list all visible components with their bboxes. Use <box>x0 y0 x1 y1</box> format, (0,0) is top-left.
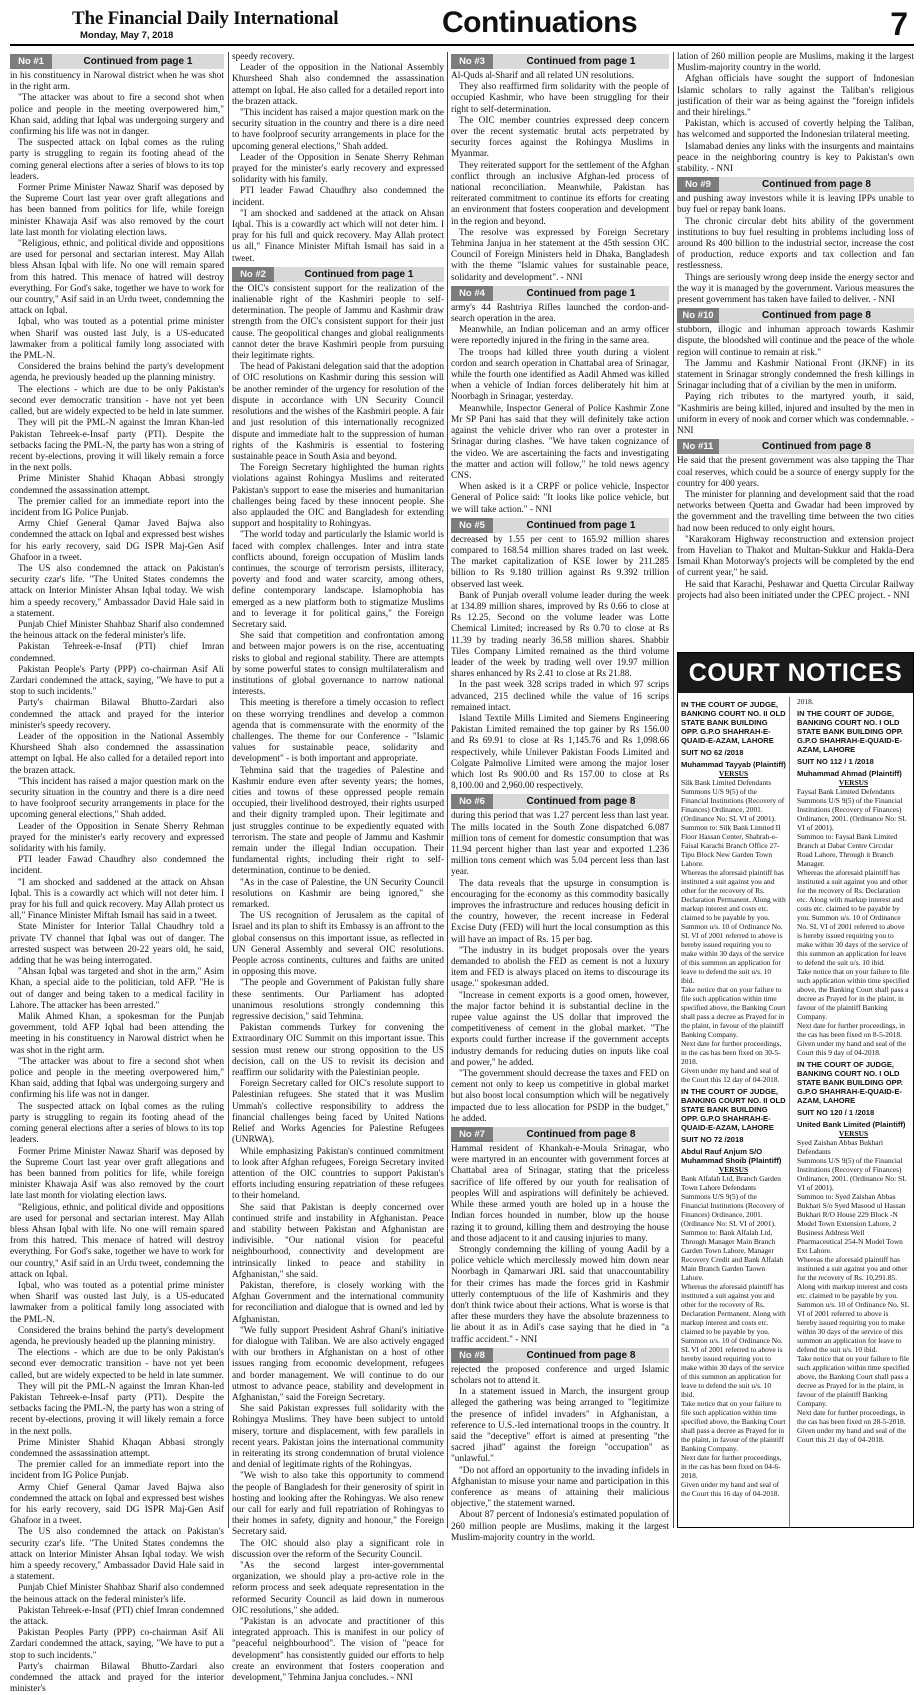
article-paragraph: "The people and Government of Pakistan fully share these sentiments. Our Parliament has adopted unanimous resolutions strongly condemning this regressive decision," said Tehmina. <box>232 978 444 1023</box>
article-paragraph: decreased by 1.55 per cent to 165.92 million shares compared to 168.54 million shares traded on last week. The market capitalization of KSE lower by 211.285 billion to Rs 9.180 trillion against Rs 9.392 trillion observed last week. <box>451 534 669 590</box>
article-paragraph: She said Pakistan expresses full solidarity with the Rohingya Muslims. They have been subject to untold misery, torture and displacement, with few parallels in recent years. Pakistan joins the international community in reiterating its strong condemnation of brutal violence and denial of legitimate rights of the Rohingyas. <box>232 1404 444 1471</box>
notice-text: Given under my hand and seal of the Court this 21 day of 04-2018. <box>797 1426 906 1444</box>
continuation-title: Continued from page 8 <box>526 796 636 808</box>
article-paragraph: "Religious, ethnic, and political divide and oppositions are used for personal and sectarian interest. May Allah bless Ahsan Iqbal with life. No one will remain spared from this hatred. This menace of hatred will destroy everything. For God's sake, together we have to work for our country," Asif said in an Urdu tweet, condemning the attack on Iqbal. <box>10 239 224 317</box>
continued-header <box>10 54 224 69</box>
continued-header <box>451 518 669 533</box>
article-paragraph: "We wish to also take this opportunity to commend the people of Bangladesh for their generosity of spirit in hosting and looking after the Rohingyas. We also renew our call for early and full repatriation of Rohingyas to their homes in safety, dignity and honour," the Foreign Secretary said. <box>232 1471 444 1538</box>
article-paragraph: He said that the present government was also tapping the Thar coal reserves, which could be a source of energy supply for the country for 400 years. <box>677 456 914 489</box>
article-paragraph: Considered the brains behind the party's development agenda, he previously headed up the planning ministry. <box>10 1325 224 1347</box>
article-paragraph: The US also condemned the attack on Pakistan's security czar's life. "The United States condemns the attack on Interior Minister Ahsan Iqbal today. We wish him a speedy recovery," Ambassador David Hale said in a statement. <box>10 563 224 619</box>
article-paragraph: The minister for planning and development said that the road networks between Quetta and Gwadar had been improved by the government and the travelling time between the two cities had now been reduced to only eight hours. <box>677 489 914 534</box>
article-paragraph: Leader of the opposition in the National Assembly Khursheed Shah also condemned the assassination attempt on Iqbal. He also called for a detailed report into the brazen attack. <box>232 63 444 107</box>
article-paragraph: and pushing away investors while it is leaving IPPs unable to buy fuel or repay bank loans. <box>677 194 914 216</box>
article-paragraph: Iqbal, who was touted as a potential prime minister when Sharif was ousted last July, is a US-educated lawmaker from a political family long associated with the PML-N. <box>10 1280 224 1325</box>
article-paragraph: "Karakoram Highway reconstruction and extension project from Havelian to Thakot and Multan-Sukkur and Hakla-Dera Ismail Khan Motorway's projects will be completed by the end of current year," he said. <box>677 534 914 579</box>
article-paragraph: "I am shocked and saddened at the attack on Ahsan Iqbal. This is a cowardly act which will not deter him. I pray for his full and quick recovery. May Allah protect us all," Finance Minister Miftah Ismail has said in a tweet. <box>232 208 444 264</box>
column-4 <box>677 52 914 644</box>
article-paragraph: Tehmina said that the tragedies of Palestine and Kashmir endure even after seventy years; the homes, cities and towns of these oppressed people remain occupied, their livelihood destroyed, their rights usurped and their dignity trampled upon. Their legitimate and just struggles continue to be expediently equated with terrorism. The state and people of Jammu and Kashmir remain under the illegal Indian occupation. Their fundamental rights, including their right to self-determination, continue to be denied. <box>232 765 444 877</box>
column-rule <box>447 52 448 1528</box>
masthead: The Financial Daily International <box>72 8 339 29</box>
article-paragraph: They will pit the PML-N against the Imran Khan-led Pakistan Tehreek-e-Insaf party (PTI). Despite the setbacks facing the PML-N, the party has won a string of recent by-elections, proving it will likely remain a force in the next polls. <box>10 1381 224 1437</box>
continuation-tag: No #8 <box>451 1348 493 1363</box>
article-paragraph: The Foreign Secretary highlighted the human rights violations against Rohingya Muslims and reiterated Pakistan's support to ease the miseries and humanitarian challenges being faced by these innocent people. She also applauded the OIC and Bangladesh for extending support and hospitality to Rohingyas. <box>232 463 444 530</box>
article-paragraph: While emphasizing Pakistan's continued commitment to look after Afghan refugees, Foreign Secretary invited attention of the OIC countries to support Pakistan's efforts including ensuring repatriation of these refugees to their homeland. <box>232 1146 444 1202</box>
article-paragraph: Islamabad denies any links with the insurgents and maintains peace in the neighboring country is key to Pakistan's own stability. - NNI <box>677 141 914 175</box>
notice-text: Syed Zaishan Abbas Bukhari Defendants <box>797 1138 884 1156</box>
notice-heading: Abdul Rauf Anjum S/O Muhammad Shoib (Plaintiff) <box>681 1147 782 1165</box>
notice-text: Given under my hand and seal of the Court this 12 day of 04-2018. <box>681 1066 780 1084</box>
notice-text: Summons U/S 9(5) of the Financial Institutions (Recovery of Finances) Ordinance, 2001. (Ordinance No: SL VI of 2001). <box>797 1156 907 1192</box>
article-paragraph: Paying rich tributes to the martyred youth, it said, "Kashmiris are being killed, injured and insulted by the men in uniform in every of nook and corner which was condemnable. - NNI <box>677 392 914 437</box>
article-paragraph: The OIC member countries expressed deep concern over the recent systematic brutal acts perpetrated by security forces against the Rohingya Muslims in Myanmar. <box>451 115 669 160</box>
article-paragraph: "We fully support President Ashraf Ghani's initiative for dialogue with Taliban. We are also actively engaged with our brothers in Afghanistan on a host of other issues ranging from economic development, refugees and border management. We will continue to do our utmost to advance peace, stability and development in Afghanistan," said the Foreign Secretary. <box>232 1325 444 1403</box>
continuation-tag: No #5 <box>451 518 493 533</box>
article-paragraph: Hammal resident of Khankah-e-Moula Srinagar, who were martyred in an encounter with government forces at Chattabal area of Srinagar, stating that the priceless sacrifice of life offered by our youth for realisation of peoples Will and aspirations will definitely be achieved. While these armed youth are holed up in a house the Indian forces hounded in number, blow up the house razing it to ground, killing them and destroying the house and those adjacent to it and causing injuries to many. <box>451 1144 669 1244</box>
article-paragraph: "Religious, ethnic, and political divide and oppositions are used for personal and sectarian interest. May Allah bless Ahsan Iqbal with life. No one will remain spared from this hatred. This menace of hatred will destroy everything. For God's sake, together we have to work for our country," Asif said in an Urdu tweet, condemning the attack on Iqbal. <box>10 1202 224 1280</box>
continuation-title: Continued from page 1 <box>526 519 636 531</box>
column-rule <box>228 52 229 1528</box>
continued-header <box>677 308 914 323</box>
article-paragraph: When asked is it a CRPF or police vehicle, Inspector General of Police said: "It looks like police vehicle, but we will take action." - NNI <box>451 482 669 515</box>
continuation-title: Continued from page 8 <box>526 1128 636 1140</box>
article-paragraph: She said that Pakistan is deeply concerned over continued strife and instability in Afghanistan. Peace and stability between Pakistan and Afghanistan are indivisible. "Our national vision for peaceful neighbourhood, connectivity and development are intrinsically linked to peace and stability in Afghanistan," she said. <box>232 1202 444 1280</box>
court-notices-right-column <box>794 697 913 1527</box>
notice-text: Given under my hand and seal of the Court this 9 day of 04-2018. <box>797 1039 906 1057</box>
article-paragraph: The head of Pakistani delegation said that the adoption of OIC resolutions on Kashmir during this session will be another reminder of the urgency for resolution of the dispute in accordance with UN Security Council resolutions and the wishes of the Kashmiri people. A fair and just resolution of this internationally recognized dispute and immediate halt to the suppression of human rights of the Kashmiris is essential to fostering sustainable peace in South Asia and beyond. <box>232 362 444 462</box>
article-paragraph: The resolve was expressed by Foreign Secretary Tehmina Janjua in her statement at the 45th session OIC Council of Foreign Ministers held in Dhaka, Bangladesh with the theme "Islamic values for sustainable peace, solidarity and development". - NNI <box>451 227 669 283</box>
article-paragraph: "The industry in its budget proposals over the years demanded to abolish the FED as cement is not a luxury item and FED is always placed on items to discourage its usage." spokesman added. <box>451 945 669 990</box>
notice-versus: VERSUS <box>718 1165 749 1174</box>
article-paragraph: The suspected attack on Iqbal comes as the ruling party is struggling to regain its footing ahead of the coming general elections after a series of blows to its top leaders. <box>10 138 224 182</box>
article-paragraph: About 87 percent of Indonesia's estimated population of 260 million people are Muslims, making it the largest Muslim-majority country in the world. <box>451 1510 669 1543</box>
article-paragraph: in his constituency in Narowal district when he was shot in the right arm. <box>10 71 224 93</box>
article-paragraph: "The attacker was about to fire a second shot when police and people in the meeting overpowered him," Khan said, adding that Iqbal was undergoing surgery and confirming his life was not in danger. <box>10 1056 224 1101</box>
article-paragraph: "Ahsan Iqbal was targeted and shot in the arm," Asim Khan, a special aide to the politician, told AFP. "He is out of danger and being taken to a medical facility in Lahore. The attacker has been arrested." <box>10 967 224 1011</box>
notice-text: Summon to: Bank Alfalah Ltd, Through Manager Main Branch Garden Town Lahore, Manager Recovery Credit and Bank Alfalah Main Branch Garden Taown Lahore. <box>681 1228 784 1282</box>
notice-text: Take notice that on your failure to file such application within time specified above, the Banking Court shall pass a decree as Prayed for in the plaint, in favour of the plaintiff Banking Company. <box>681 985 786 1039</box>
notice-text: Whereas the aforesaid plaintiff has instituted a suit against you and other for the recovery of Rs. Declaration etc. Along with markup interest and costs etc. claimed to be payable by you. Summon u/s. 10 of Ordinance No. SL VI of 2001 referred to above is hereby issued requiring you to make within 30 days of the service of this summon an application for leave to defend the suit u/s. 10 ibid. <box>797 868 909 967</box>
article-paragraph: The chronic circular debt hits ability of the government institutions to buy fuel resulting in problems including loss of around Rs 400 billion to the industrial sector, increase the cost of production, reduce exports and tax collection and fan restlessness. <box>677 216 914 272</box>
article-paragraph: Malik Ahmed Khan, a spokesman for the Punjab government, told AFP Iqbal had been attending the meeting in his constituency in Narowal district when he was shot in the right arm. <box>10 1012 224 1056</box>
continued-header <box>677 439 914 454</box>
article-paragraph: The elections - which are due to be only Pakistan's second ever democratic transition - have not yet been called, but are widely expected to be held in late summer. <box>10 1348 224 1381</box>
article-paragraph: "Increase in cement exports is a good omen, however, the major factor behind it is substantial decline in the rupee value against the US dollar that improved the competitiveness of cement in the global market. "The exports could further increase if the government accepts industry demands for reducing duties on inputs like coal and power," he added. <box>451 990 669 1068</box>
article-paragraph: Leader of the Opposition in Senate Sherry Rehman prayed for the minister's early recovery and expressed solidarity with his family. <box>10 821 224 855</box>
continuation-title: Continued from page 8 <box>526 1349 636 1361</box>
notice-heading: SUIT NO 112 / 1 /2018 <box>797 757 874 766</box>
notice-text: Next date for further proceedings, in the cas has been fixed on 28-5-2018. <box>797 1408 906 1426</box>
article-paragraph: The elections - which are due to be only Pakistan's second ever democratic transition - have not yet been called, but are widely expected to be held in late summer. <box>10 384 224 418</box>
continuation-tag: No #7 <box>451 1127 493 1142</box>
article-paragraph: Pakistan Tehreek-e-Insaf (PTI) chief Imran condemned. <box>10 642 224 664</box>
article-paragraph: lation of 260 million people are Muslims, making it the largest Muslim-majority country in the world. <box>677 52 914 74</box>
article-paragraph: Leader of the opposition in the National Assembly Khursheed Shah also condemned the assassination attempt on Iqbal. He also called for a detailed report into the brazen attack. <box>10 731 224 776</box>
notice-text: Take notice that on your failure to file such application within time specified above, the Banking Court shall pass a decree as Prayed for in the plaint, in favour of the plaintiff Banking Company. <box>797 1354 910 1408</box>
article-paragraph: The troops had killed three youth during a violent cordon and search operation in Chattabal area of Srinagar, while the fourth one identified as Aadil Ahmed was killed when a vehicle of Indian forces deliberately hit him at Noorbagh in Srinagar, yesterday. <box>451 347 669 403</box>
article-paragraph: Pakistan commends Turkey for convening the Extraordinary OIC Summit on this important issue. This session must renew our strong opposition to the US decision, call on the US to revisit its decision and reaffirm our solidarity with the Palestinian people. <box>232 1023 444 1079</box>
article-paragraph: Pakistan Peoples Party (PPP) co-chairman Asif Ali Zardari condemned the attack, saying, "We have to put a stop to such incidents." <box>10 1628 224 1661</box>
article-paragraph: "This incident has raised a major question mark on the security situation in the country and there is a dire need to have foolproof security arrangements in place for the upcoming general elections," Shah added. <box>232 108 444 152</box>
article-paragraph: This meeting is therefore a timely occasion to reflect on these worrying trendlines and develop a common agenda that is commensurate with the enormity of the challenges. The theme for our Conference - "Islamic values for sustainable peace, solidarity and development" - is both important and appropriate. <box>232 698 444 765</box>
notice-heading: Muhammad Ahmad (Plaintiff) <box>797 769 902 778</box>
article-paragraph: "As in the case of Palestine, the UN Security Council resolutions on Kashmir are being ignored," she remarked. <box>232 877 444 911</box>
article-paragraph: "The government should decrease the taxes and FED on cement not only to keep us competitive in global market but also boost local consumption which will be negatively impacted due to less allocation for PSDP in the budget," he added. <box>451 1069 669 1124</box>
article-paragraph: Al-Quds al-Sharif and all related UN resolutions. <box>451 71 635 81</box>
article-paragraph: Afghan officials have sought the support of Indonesian Islamic scholars to rally against the Taliban's religious justification of their war as being against the "foreign infidels and their hirelings." <box>677 74 914 119</box>
article-paragraph: In the past week 328 scrips traded in which 97 scrips advanced, 215 declined while the value of 16 scrips remained intact. <box>451 680 669 713</box>
article-paragraph: PTI leader Fawad Chaudhry also condemned the incident. <box>232 186 444 208</box>
continuation-tag: No #9 <box>677 177 719 192</box>
page-header <box>10 6 914 46</box>
article-paragraph: during this period that was 1.27 percent less than last year. The mills located in the South Zone dispatched 6.087 million tons of cement for domestic consumption that was 11.94 percent higher than last year and exported 1.236 million tons cement which was 5.04 percent less than last year. <box>451 811 669 878</box>
article-paragraph: The US also condemned the attack on Pakistan's security czar's life. "The United States condemns the attack on Interior Minister Ahsan Iqbal today. We wish him a speedy recovery," Ambassador David Hale said in a statement. <box>10 1527 224 1583</box>
article-paragraph: army's 44 Rashtriya Rifles launched the cordon-and-search operation in the area. <box>451 302 669 325</box>
article-paragraph: In a statement issued in March, the insurgent group alleged the gathering was being arranged to "legitimize the presence of infidel invaders" in Afghanistan, a reference to U.S.-led international troops in the country. It said the "deceptive" effort is aimed at presenting "the sacred jihad" against the foreign "occupation" as "unlawful." <box>451 1387 669 1465</box>
notice-heading: SUIT NO 120 / 1 /2018 <box>797 1108 875 1117</box>
continued-header <box>451 1348 669 1363</box>
article-paragraph: Strongly condemning the killing of young Aadil by a police vehicle which mercilessly mowed him down near Noorbagh in Qamarwari JRL said that unaccountability for their crimes has made the forces grid in Kashmir utterly contemptuous of the life of Kashmiris and they don't think twice about their actions. What is worse is that after these murders they have the absolute brazenness to lie about it as in Adil's case saying that he died in "a traffic accident." - NNI <box>451 1244 669 1345</box>
column-3 <box>451 52 669 1543</box>
article-paragraph: Party's chairman Bilawal Bhutto-Zardari also condemned the attack and prayed for the interior minister's <box>10 1661 224 1695</box>
notice-text: Silk Bank Limited Defendants <box>681 778 772 787</box>
notice-heading: IN THE COURT OF JUDGE, BANKING COURT NO. II OLD STATE BANK BUILDING OPP. G.P.O SHAHRAH-E-QUAID-E-AZAM, LAHORE <box>681 700 786 745</box>
article-paragraph: The premier called for an immediate report into the incident from IG Police Punjab. <box>10 496 224 518</box>
article-paragraph: "The world today and particularly the Islamic world is faced with complex challenges. Inter and intra state conflicts abound, foreign occupation of Muslim lands continues, the scourge of terrorism persists, illiteracy, poverty and food and water scarcity, among others, define contemporary landscape. Islamophobia has emerged as a new platform both to stigmatize Muslims and to leverage it for political gains," the Foreign Secretary said. <box>232 530 444 630</box>
dateline: Monday, May 7, 2018 <box>80 30 174 41</box>
article-paragraph: They also reaffirmed firm solidarity with the people of occupied Kashmir, who have been struggling for their right to self-determination. <box>451 82 669 115</box>
continuation-title: Continued from page 1 <box>526 55 636 67</box>
continuation-title: Continued from page 8 <box>762 310 871 322</box>
article-paragraph: Army Chief General Qamar Javed Bajwa also condemned the attack on Iqbal and expressed best wishes for his early recovery, said DG ISPR Maj-Gen Asif Ghafoor in a tweet. <box>10 519 224 563</box>
continuation-tag: No #10 <box>677 308 719 323</box>
continued-header <box>451 54 669 69</box>
article-paragraph: "This incident has raised a major question mark on the security situation in the country and there is a dire need to have foolproof security arrangements in place for the upcoming general elections," Shah added. <box>10 776 224 821</box>
continuation-tag: No #11 <box>677 439 719 454</box>
notice-text: Faysal Bank Limited Defendants <box>797 787 895 796</box>
article-paragraph: Punjab Chief Minister Shahbaz Sharif also condemned the heinous attack on the federal minister's life. <box>10 1583 224 1605</box>
notice-heading: United Bank Limited (Plaintiff) <box>797 1120 906 1129</box>
article-paragraph: "As the second largest inter-governmental organization, we should play a pro-active role in the reform process and seek adequate representation in the reformed Security Council as laid down in numerous OIC resolutions," she added. <box>232 1561 444 1616</box>
notice-text: Whereas the aforesaid plaintiff has instituted a suit against you and other for the recovery of Rs. Declaration Permanent. Along with markup interest and costs etc. claimed to be payable by you. Summon u/s. 10 of Ordinance No. SL VI of 2001 referred to above is hereby issued requiring you to make within 30 days of the service of this summon an application for leave to defend the suit u/s. 10 ibid. <box>681 868 786 985</box>
article-paragraph: She said that competition and confrontation among and between major powers is on the rise, accentuating risks to global and regional stability. There are attempts by some powerful states to consign multilateralism and institutions of global governance to narrow national interests. <box>232 631 444 698</box>
page-number: 7 <box>890 6 908 42</box>
notice-text: Summon to: Syed Zaishan Abbas Bukhari S/o Syed Masood ul Hassan Bukhari R/O House 229 Block -N Model Town Extension Lahore, 2 Business Address Well Pharmaceutical 254-N Model Town Ext Lahore. <box>797 1192 906 1255</box>
continuation-tag: No #3 <box>451 54 493 69</box>
article-paragraph: Meanwhile, Inspector General of Police Kashmir Zone Mr SP Pani has said that they will definitely take action against the vehicle driver who ran over a protester in Srinagar during clashes. "We have taken cognizance of the video. We are ascertaining the facts and investigating the matter and action will follow," he told news agency CNS. <box>451 403 669 481</box>
continuation-tag: No #2 <box>232 267 274 282</box>
article-paragraph: The data reveals that the upsurge in consumption is encouraging for the economy as this commodity basically improves the infrastructure and reduces housing deficit in the country, however, the recent increase in Federal Excise Duty (FED) will hurt the local consumption as this will have an impact of Rs. 15 per bag. <box>451 878 669 945</box>
article-paragraph: Iqbal, who was touted as a potential prime minister when Sharif was ousted last July, is a US-educated lawmaker from a political family long associated with the PML-N. <box>10 317 224 362</box>
notice-heading: IN THE COURT OF JUDGE, BANKING COURT NO. I OLD STATE BANK BUILDING OPP. G.P.O SHAHRAH-E-QUAID-E-AZAM, LAHORE <box>797 1060 903 1105</box>
article-paragraph: They will pit the PML-N against the Imran Khan-led Pakistan Tehreek-e-Insaf party (PTI). Despite the setbacks facing the PML-N, the party has won a string of recent by-elections, proving it will likely remain a force in the next polls. <box>10 418 224 474</box>
notice-text: 2018. <box>797 697 814 706</box>
continuation-title: Continued from page 8 <box>762 441 871 453</box>
notice-text: Summons U/S 9(5) of the Financial Institutions (Recovery of Finances) Ordinance, 2001. (Ordinance No: SL VI of 2001). <box>797 796 907 832</box>
article-paragraph: "Pakistan is an advocate and practitioner of this integrated approach. This is manifest in our policy of "peaceful neighbourhood". The vision of "peace for development" has consistently guided our efforts to help create an environment that fosters cooperation and development," Tehmina Janjua concludes. - NNI <box>232 1617 444 1684</box>
article-paragraph: The suspected attack on Iqbal comes as the ruling party is struggling to regain its footing ahead of the coming general elections after a series of blows to its top leaders. <box>10 1101 224 1146</box>
article-paragraph: Pakistan, therefore, is closely working with the Afghan Government and the international community for reconciliation and dialogue that is owned and led by Afghanistan. <box>232 1280 444 1325</box>
continuation-title: Continued from page 1 <box>304 268 414 280</box>
court-notices <box>677 652 914 1528</box>
article-paragraph: "The attacker was about to fire a second shot when police and people in the meeting overpowered him," Khan said, adding that Iqbal was undergoing surgery and confirming his life was not in danger. <box>10 93 224 138</box>
article-paragraph: Bank of Punjab overall volume leader during the week at 134.89 million shares, improved by Rs 0.66 to close at Rs 12.25. Second on the volume leader was Lotte Chemical Limited; increased by Rs 0.70 to close at Rs 11.39 by trading nearly 36.58 million shares. Shabbir Tiles Company Limited remained as the third volume leader of the week by trading well over 19.97 million shares enhanced by Rs 2.41 to close at Rs 21.88. <box>451 590 669 680</box>
notice-text: Next date for further proceedings, in the cas has been fixed on 30-5-2018. <box>681 1039 782 1066</box>
article-paragraph: The Jammu and Kashmir National Front (JKNF) in its statement in Srinagar strongly condemned the fresh killings in Srinagar including that of a civilian by the men in uniform. <box>677 358 914 392</box>
section-title: Continuations <box>442 6 638 39</box>
notice-versus: VERSUS <box>718 769 749 778</box>
article-paragraph: They reiterated support for the settlement of the Afghan conflict through an inclusive Afghan-led process of national reconciliation. Meanwhile, Pakistan has reiterated commitment to continue its efforts for creating an environment that fosters cooperation and development in the region and beyond. <box>451 160 669 227</box>
article-paragraph: Island Textile Mills Limited and Siemens Engineering Pakistan Limited remained the top gainer by Rs 156.00 and Rs 69.91 to close at Rs 1,145.76 and Rs 1,098.66 respectively, while Unilever Pakistan Foods Limited and Colgate Palmolive Limited were among the major loser which lost Rs 900.00 and Rs 157.00 to close at Rs 8,100.00 and 2,960.00 respectively. <box>451 713 669 792</box>
notice-text: Take notice that on your failure to file such application within time specified above, the Banking Court shall pass a decree as Prayed for in the plaint, in favour of the plaintiff Banking Company. <box>797 967 910 1021</box>
article-paragraph: Foreign Secretary called for OIC's resolute support to Palestinian refugees. She stated that it was Muslim Ummah's collective responsibility to address the financial challenges being faced by United Nations Relief and Works Agencies for Palestine Refugees (UNRWA). <box>232 1079 444 1146</box>
notice-heading: SUIT NO 72 /2018 <box>681 1135 744 1144</box>
article-paragraph: Punjab Chief Minister Shahbaz Sharif also condemned the heinous attack on the federal minister's life. <box>10 619 224 642</box>
article-paragraph: The premier called for an immediate report into the incident from IG Police Punjab. <box>10 1460 224 1482</box>
article-paragraph: The US recognition of Jerusalem as the capital of Israel and its plan to shift its Embassy is an affront to the global consensus on this important issue, as reflected in UN General Assembly and several OIC resolutions. People across continents, cultures and faiths are united in opposing this move. <box>232 911 444 978</box>
article-paragraph: the OIC's consistent support for the realization of the inalienable right of the Kashmiri people to self-determination. The people of Jammu and Kashmir draw strength from the OIC's consistent support for their just cause. The geopolitical changes and global realignments cannot deter the brave Kashmiri people from pursuing their legitimate rights. <box>232 283 444 362</box>
article-paragraph: Meanwhile, an Indian policeman and an army officer were reportedly injured in the firing in the same area. <box>451 325 669 347</box>
continued-header <box>232 267 444 282</box>
article-paragraph: rejected the proposed conference and urged Islamic scholars not to attend it. <box>451 1364 669 1386</box>
continuation-tag: No #4 <box>451 286 493 301</box>
notice-text: Whereas the aforesaid plaintiff has instituted a suit against you and other for the recovery of Rs. 10,291.85. Along with markup interest and costs etc. claimed to be payable by you. Summon u/s. 10 of Ordinance No. SL VI of 2001 referred to above is hereby issued requiring you to make within 30 days of the service of this summon an application for leave to defend the suit u/s. 10 ibid. <box>797 1255 909 1354</box>
article-paragraph: "Do not afford an opportunity to the invading infidels in Afghanistan to misuse your name and participation in this conference as means of attaining their malicious objective," the statement warned. <box>451 1465 669 1510</box>
notice-text: Summon to: Silk Bank Limited II Floor Hassan Center, Shahrah-e-Faisal Karachi Branch Office 27-Tipu Block New Garden Town Lahore. <box>681 823 781 868</box>
article-paragraph: speedy recovery. <box>232 52 295 62</box>
notice-heading: IN THE COURT OF JUDGE, BANKING COURT NO. II OLD STATE BANK BUILDING OPP. G.P.O SHAHRAH-E-QUAID-E-AZAM, LAHORE <box>681 1087 786 1132</box>
court-notices-banner: COURT NOTICES <box>678 653 913 693</box>
notice-text: Whereas the aforesaid plaintiff has instituted a suit against you and other for the recovery of Rs. Declaration Permanent. Along with markup interest and costs etc. claimed to be payable by you. Summon u/s. 10 of Ordinance No. SL VI of 2001 referred to above is hereby issued requiring you to make within 30 days of the service of this summon an application for leave to defend the suit u/s. 10 ibid. <box>681 1282 786 1399</box>
column-1 <box>10 52 224 1695</box>
article-paragraph: State Minister for Interior Tallal Chaudhry told a private TV channel that Iqbal was out of danger. The arrested suspect was between 20-22 years old, he said, adding that he was being interrogated. <box>10 922 224 967</box>
article-paragraph: Army Chief General Qamar Javed Bajwa also condemned the attack on Iqbal and expressed best wishes for his early recovery, said DG ISPR Maj-Gen Asif Ghafoor in a tweet. <box>10 1482 224 1527</box>
court-notices-left-column <box>678 697 790 1527</box>
article-paragraph: Pakistan Tehreek-e-Insaf (PTI) chief Imran condemned the attack. <box>10 1605 224 1628</box>
article-paragraph: Former Prime Minister Nawaz Sharif was deposed by the Supreme Court last year over graft allegations and has been banned from politics for life, while foreign minister Khawaja Asif was also removed by the court late last month for violating election laws. <box>10 183 224 238</box>
continuation-title: Continued from page 1 <box>83 55 193 67</box>
notice-text: Take notice that on your failure to file such application within time specified above, the Banking Court shall pass a decree as Prayed for in the plaint, in favour of the plaintiff Banking Company. <box>681 1399 786 1453</box>
article-paragraph: The OIC should also play a significant role in discussion over the reform of the Security Council. <box>232 1538 444 1560</box>
article-paragraph: Prime Minister Shahid Khaqan Abbasi strongly condemned the assassination attempt. <box>10 1437 224 1459</box>
continuation-tag: No #6 <box>451 794 493 809</box>
notice-text: Summons U/S 9(5) of the Financial Institutions (Recovery of Finances) Ordinance, 2001. (Ordinance No: SL VI of 2001). <box>681 1192 785 1228</box>
continuation-tag: No #1 <box>10 54 52 69</box>
article-paragraph: Considered the brains behind the party's development agenda, he previously headed up the planning ministry. <box>10 362 224 384</box>
continued-header <box>677 177 914 192</box>
continued-header <box>451 794 669 809</box>
continuation-title: Continued from page 1 <box>526 287 636 299</box>
notice-text: Summons U/S 9(5) of the Financial Institutions (Recovery of Finances) Ordinance, 2001. (Ordinance No: SL VI of 2001). <box>681 787 785 823</box>
article-paragraph: He said that Karachi, Peshawar and Quetta Circular Railway projects had also been initiated under the CPEC project. - NNI <box>677 579 914 601</box>
continued-header <box>451 1127 669 1142</box>
notice-text: Given under my hand and seal of the Court this 16 day of 04-2018. <box>681 1480 780 1498</box>
notice-text: Bank Alfalah Ltd, Branch Garden Town Lahore Defendants <box>681 1174 781 1192</box>
article-paragraph: Things are seriously wrong deep inside the energy sector and the way it is managed by the government. Various measures the present government has taken have failed to deliver. - NNI <box>677 272 914 306</box>
notice-text: Next date for further proceedings, in the cas has been fixed on 8-5-2018. <box>797 1021 905 1039</box>
notice-heading: SUIT NO 62 /2018 <box>681 748 744 757</box>
article-paragraph: Prime Minister Shahid Khaqan Abbasi strongly condemned the assassination attempt. <box>10 474 224 496</box>
notice-text: Summon to: Faysal Bank Limited Branch at Dabar Centre Circular Road Lahore, Through it Branch Manager. <box>797 832 898 868</box>
article-paragraph: PTI leader Fawad Chaudhry also condemned the incident. <box>10 855 224 877</box>
notice-heading: IN THE COURT OF JUDGE, BANKING COURT NO. I OLD STATE BANK BUILDING OPP. G.P.O SHAHRAH-E-QUAID-E-AZAM, LAHORE <box>797 709 903 754</box>
article-paragraph: Leader of the Opposition in Senate Sherry Rehman prayed for the minister's early recovery and expressed solidarity with his family. <box>232 152 444 186</box>
article-paragraph: Former Prime Minister Nawaz Sharif was deposed by the Supreme Court last year over graft allegations and has been banned from politics for life, while foreign minister Khawaja Asif was also removed by the court late last month for violating election laws. <box>10 1146 224 1202</box>
continuation-title: Continued from page 8 <box>762 179 871 191</box>
notice-versus: VERSUS <box>838 778 869 787</box>
column-2 <box>232 52 444 1684</box>
article-paragraph: Pakistan, which is accused of covertly helping the Taliban, has welcomed and supported the Indonesian trilateral meeting. <box>677 119 914 141</box>
article-paragraph: "I am shocked and saddened at the attack on Ahsan Iqbal. This is a cowardly act which will not deter him. I pray for his full and quick recovery. May Allah protect us all," Finance Minister Miftah Ismail has said in a tweet. <box>10 877 224 922</box>
article-paragraph: stubborn, illogic and inhuman approach towards Kashmir dispute, the bloodshed will continue and the peace of the whole region will continue to remain at risk." <box>677 325 914 358</box>
column-rule <box>673 52 674 1528</box>
notice-heading: Muhammad Tayyab (Plaintiff) <box>681 760 786 769</box>
article-paragraph: Pakistan People's Party (PPP) co-chairman Asif Ali Zardari condemned the attack, saying, "We have to put a stop to such incidents." <box>10 664 224 698</box>
continued-header <box>451 286 669 301</box>
article-paragraph: Party's chairman Bilawal Bhutto-Zardari also condemned the attack and prayed for the interior minister's speedy recovery. <box>10 698 224 731</box>
notice-versus: VERSUS <box>838 1129 869 1138</box>
notice-text: Next date for further proceedings, in the cas has been fixed on 04-6-2018. <box>681 1453 782 1480</box>
